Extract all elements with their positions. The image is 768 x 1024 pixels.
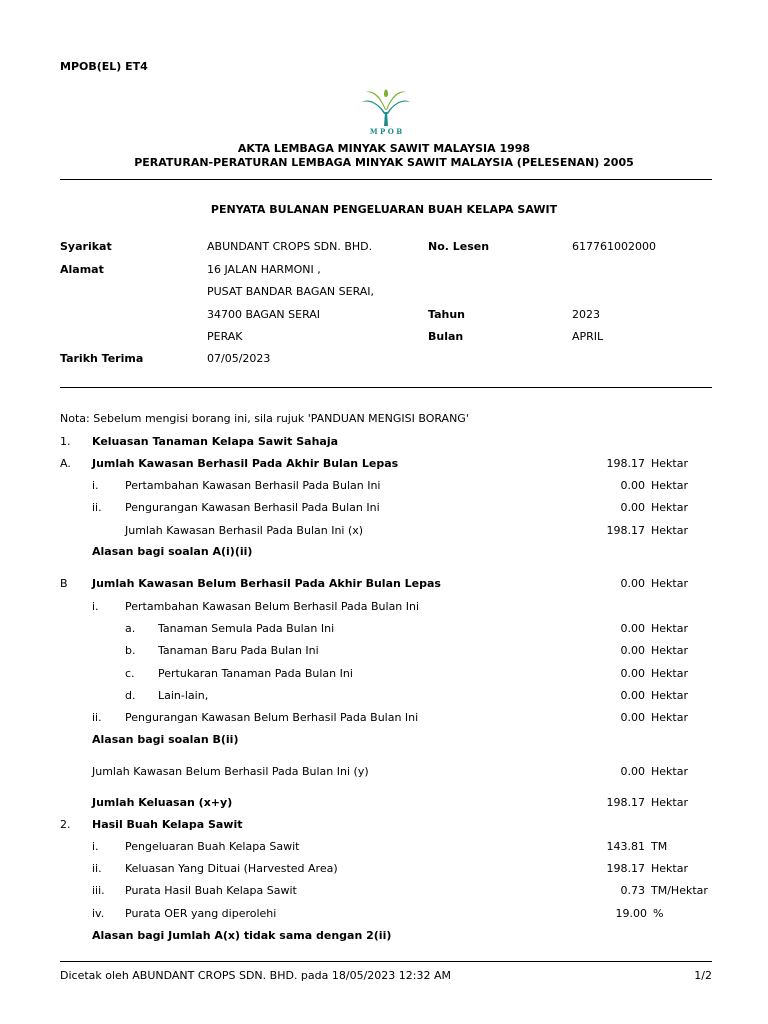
lesen-value: 617761002000 bbox=[572, 240, 656, 253]
section-1-num: 1. bbox=[60, 435, 71, 448]
jumlah-keluasan-value: 198.17 bbox=[606, 796, 645, 809]
row-value: 19.00 bbox=[615, 907, 647, 920]
section-b-total-label: Jumlah Kawasan Belum Berhasil Pada Bulan Ini (y) bbox=[92, 765, 369, 778]
row-label: Pengurangan Kawasan Belum Berhasil Pada Bulan Ini bbox=[125, 711, 419, 724]
bulan-label: Bulan bbox=[428, 330, 464, 343]
row-num: ii. bbox=[92, 501, 102, 514]
section-a-unit: Hektar bbox=[651, 457, 688, 470]
sub-item-unit: Hektar bbox=[651, 644, 688, 657]
section-b-total-value: 0.00 bbox=[620, 765, 645, 778]
row-label: Pertambahan Kawasan Belum Berhasil Pada Bulan Ini bbox=[125, 600, 420, 613]
sub-item-num: d. bbox=[125, 689, 136, 702]
section-1-title: Keluasan Tanaman Kelapa Sawit Sahaja bbox=[92, 435, 339, 448]
row-unit: Hektar bbox=[651, 479, 688, 492]
section-a-value: 198.17 bbox=[606, 457, 645, 470]
printed-by: Dicetak oleh ABUNDANT CROPS SDN. BHD. pada 18/05/2023 12:32 AM bbox=[60, 969, 451, 982]
jumlah-keluasan-unit: Hektar bbox=[651, 796, 688, 809]
mpob-logo bbox=[358, 84, 414, 140]
row-value: 0.00 bbox=[620, 479, 645, 492]
tahun-value: 2023 bbox=[572, 308, 600, 321]
sub-item-value: 0.00 bbox=[620, 622, 645, 635]
tarikh-label: Tarikh Terima bbox=[60, 352, 144, 365]
row-label: Pertambahan Kawasan Berhasil Pada Bulan Ini bbox=[125, 479, 381, 492]
syarikat-value: ABUNDANT CROPS SDN. BHD. bbox=[207, 240, 373, 253]
sub-item-num: b. bbox=[125, 644, 136, 657]
section-a-title: Jumlah Kawasan Berhasil Pada Akhir Bulan Lepas bbox=[92, 457, 399, 470]
sub-item-unit: Hektar bbox=[651, 689, 688, 702]
logo-text: M P O B bbox=[369, 127, 403, 136]
row-num: i. bbox=[92, 600, 99, 613]
row-num: ii. bbox=[92, 862, 102, 875]
row-unit: TM bbox=[651, 840, 668, 853]
row-value: 0.00 bbox=[620, 711, 645, 724]
alamat-line-3: 34700 BAGAN SERAI bbox=[207, 308, 321, 321]
palm-leaf-icon bbox=[358, 84, 414, 140]
alamat-label: Alamat bbox=[60, 263, 104, 276]
sub-item-unit: Hektar bbox=[651, 667, 688, 680]
section-b-title: Jumlah Kawasan Belum Berhasil Pada Akhir Bulan Lepas bbox=[92, 577, 441, 590]
regulation-title: PERATURAN-PERATURAN LEMBAGA MINYAK SAWIT MALAYSIA (PELESENAN) 2005 bbox=[134, 156, 634, 169]
section-b-letter: B bbox=[60, 577, 68, 590]
sub-item-value: 0.00 bbox=[620, 667, 645, 680]
document-title: PENYATA BULANAN PENGELUARAN BUAH KELAPA SAWIT bbox=[210, 203, 558, 216]
sub-item-label: Tanaman Baru Pada Bulan Ini bbox=[158, 644, 319, 657]
section-2-reason: Alasan bagi Jumlah A(x) tidak sama dengan 2(ii) bbox=[92, 929, 392, 942]
sub-item-value: 0.00 bbox=[620, 689, 645, 702]
row-value: 0.73 bbox=[620, 884, 645, 897]
row-unit: Hektar bbox=[651, 711, 688, 724]
section-b-unit: Hektar bbox=[651, 577, 688, 590]
row-unit: TM/Hektar bbox=[651, 884, 708, 897]
sub-item-label: Lain-lain, bbox=[158, 689, 209, 702]
row-value: 198.17 bbox=[606, 862, 645, 875]
tahun-label: Tahun bbox=[428, 308, 466, 321]
divider bbox=[60, 387, 712, 388]
divider bbox=[60, 179, 712, 180]
act-title: AKTA LEMBAGA MINYAK SAWIT MALAYSIA 1998 bbox=[237, 142, 531, 155]
sub-item-num: c. bbox=[125, 667, 135, 680]
section-b-reason: Alasan bagi soalan B(ii) bbox=[92, 733, 239, 746]
row-value: 143.81 bbox=[606, 840, 645, 853]
row-num: iii. bbox=[92, 884, 105, 897]
row-label: Purata OER yang diperolehi bbox=[125, 907, 277, 920]
row-num: i. bbox=[92, 840, 99, 853]
nota-text: Nota: Sebelum mengisi borang ini, sila rujuk 'PANDUAN MENGISI BORANG' bbox=[60, 412, 469, 425]
tarikh-value: 07/05/2023 bbox=[207, 352, 271, 365]
row-unit: Hektar bbox=[651, 862, 688, 875]
alamat-line-1: 16 JALAN HARMONI , bbox=[207, 263, 321, 276]
section-a-letter: A. bbox=[60, 457, 71, 470]
section-2-num: 2. bbox=[60, 818, 71, 831]
row-label: Keluasan Yang Dituai (Harvested Area) bbox=[125, 862, 338, 875]
row-num: i. bbox=[92, 479, 99, 492]
sub-item-value: 0.00 bbox=[620, 644, 645, 657]
sub-item-label: Pertukaran Tanaman Pada Bulan Ini bbox=[158, 667, 353, 680]
section-a-reason: Alasan bagi soalan A(i)(ii) bbox=[92, 545, 253, 558]
section-b-total-unit: Hektar bbox=[651, 765, 688, 778]
row-unit: Hektar bbox=[651, 524, 688, 537]
bulan-value: APRIL bbox=[572, 330, 604, 343]
row-value: 198.17 bbox=[606, 524, 645, 537]
footer-divider bbox=[60, 961, 712, 962]
row-num: iv. bbox=[92, 907, 105, 920]
row-num: ii. bbox=[92, 711, 102, 724]
jumlah-keluasan-label: Jumlah Keluasan (x+y) bbox=[92, 796, 233, 809]
row-unit: % bbox=[653, 907, 664, 920]
row-label: Purata Hasil Buah Kelapa Sawit bbox=[125, 884, 297, 897]
sub-item-num: a. bbox=[125, 622, 136, 635]
row-value: 0.00 bbox=[620, 501, 645, 514]
alamat-line-2: PUSAT BANDAR BAGAN SERAI, bbox=[207, 285, 375, 298]
row-label: Pengeluaran Buah Kelapa Sawit bbox=[125, 840, 300, 853]
row-label: Pengurangan Kawasan Berhasil Pada Bulan Ini bbox=[125, 501, 380, 514]
section-2-title: Hasil Buah Kelapa Sawit bbox=[92, 818, 243, 831]
page-number: 1/2 bbox=[694, 969, 712, 982]
sub-item-unit: Hektar bbox=[651, 622, 688, 635]
sub-item-label: Tanaman Semula Pada Bulan Ini bbox=[158, 622, 335, 635]
row-label: Jumlah Kawasan Berhasil Pada Bulan Ini (x) bbox=[125, 524, 364, 537]
lesen-label: No. Lesen bbox=[428, 240, 490, 253]
section-b-value: 0.00 bbox=[620, 577, 645, 590]
syarikat-label: Syarikat bbox=[60, 240, 112, 253]
row-unit: Hektar bbox=[651, 501, 688, 514]
form-code: MPOB(EL) ET4 bbox=[60, 60, 148, 73]
alamat-line-4: PERAK bbox=[207, 330, 243, 343]
